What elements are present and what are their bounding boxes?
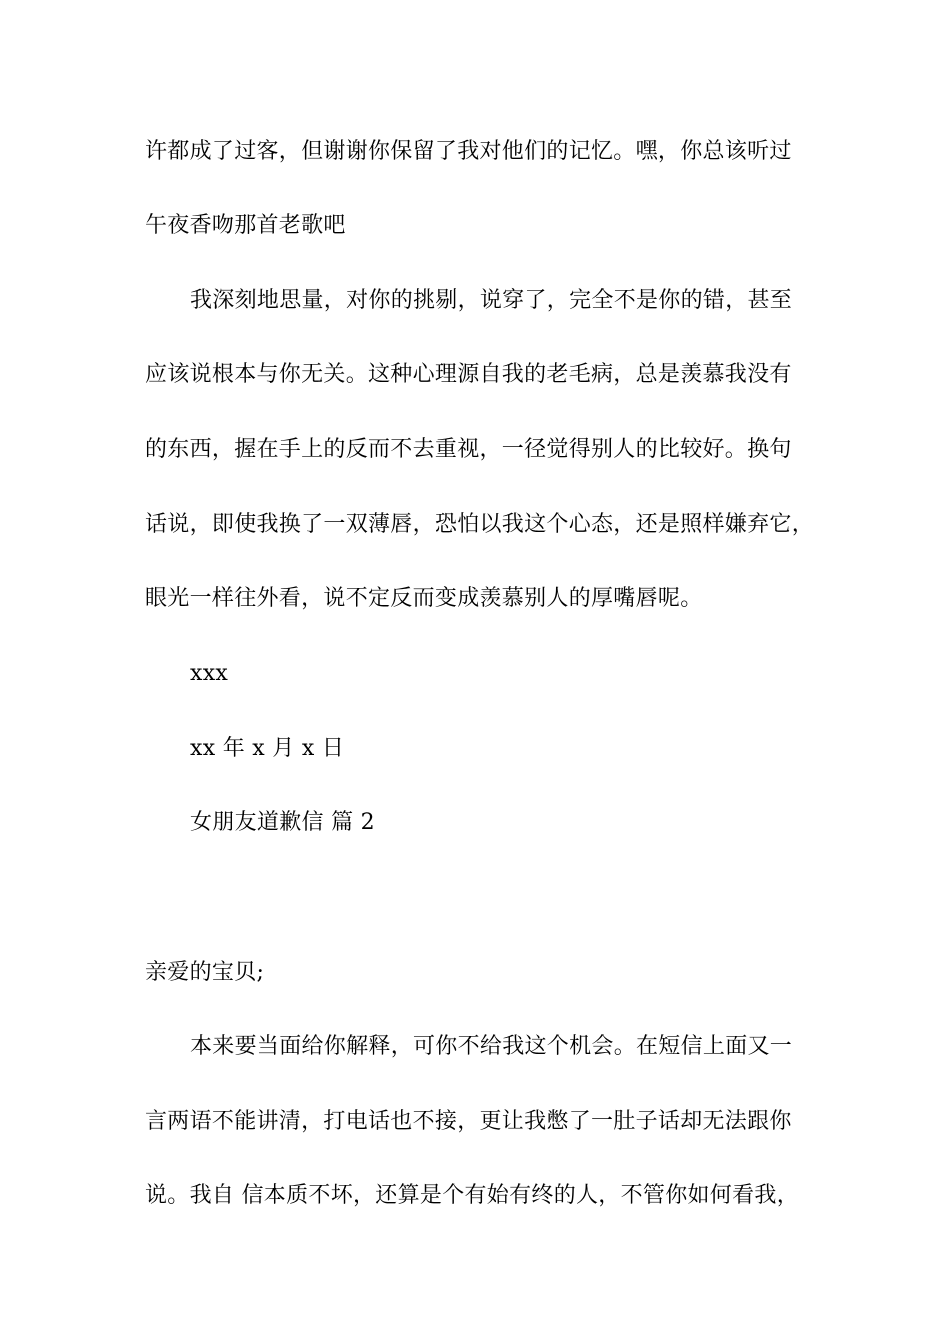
section-heading: 女朋友道歉信 篇 2 — [190, 810, 375, 835]
text-line-1: 许都成了过客，但谢谢你保留了我对他们的记忆。嘿，你总该听过 — [145, 139, 792, 164]
text-line-7: 眼光一样往外看，说不定反而变成羡慕别人的厚嘴唇呢。 — [145, 586, 703, 611]
text-line-5: 的东西，握在手上的反而不去重视，一径觉得别人的比较好。换句 — [145, 437, 792, 462]
text-line-13: 言两语不能讲清，打电话也不接，更让我憋了一肚子话却无法跟你 — [145, 1109, 792, 1134]
text-line-2: 午夜香吻那首老歌吧 — [145, 213, 346, 238]
signature-name: xxx — [190, 661, 229, 686]
salutation: 亲爱的宝贝; — [145, 960, 265, 985]
paragraph-start-line: 我深刻地思量，对你的挑剔，说穿了，完全不是你的错，甚至 — [190, 288, 793, 313]
text-line-4: 应该说根本与你无关。这种心理源自我的老毛病，总是羡慕我没有 — [145, 362, 792, 387]
signature-date: xx 年 x 月 x 日 — [190, 736, 345, 761]
paragraph-start-line-2: 本来要当面给你解释，可你不给我这个机会。在短信上面又一 — [190, 1034, 793, 1059]
text-line-6: 话说，即使我换了一双薄唇，恐怕以我这个心态，还是照样嫌弃它， — [145, 512, 815, 537]
text-line-14: 说。我自 信本质不坏，还算是个有始有终的人，不管你如何看我， — [145, 1183, 799, 1208]
